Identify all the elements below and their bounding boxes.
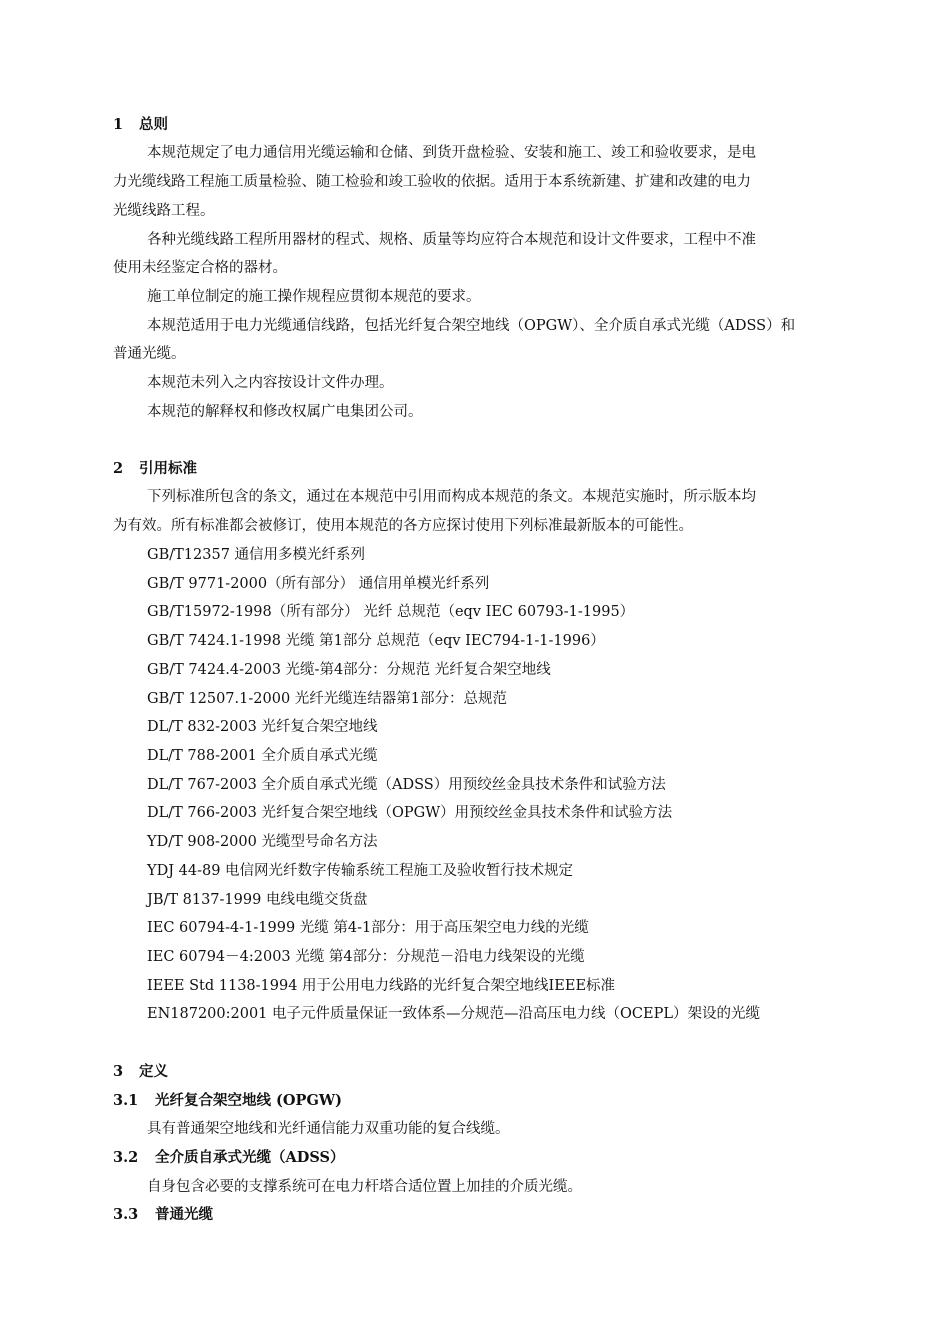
- paragraph-line: 普通光缆。: [113, 346, 186, 362]
- definition-title: 全介质自承式光缆（ADSS）: [155, 1149, 345, 1166]
- section-title: 总则: [139, 116, 168, 133]
- section-title: 定义: [139, 1063, 168, 1080]
- definition-text: 自身包含必要的支撑系统可在电力杆塔合适位置上加挂的介质光缆。: [147, 1179, 582, 1195]
- standard-item: GB/T 12507.1-2000 光纤光缆连结器第1部分：总规范: [147, 691, 507, 707]
- paragraph-line: 施工单位制定的施工操作规程应贯彻本规范的要求。: [147, 289, 481, 305]
- paragraph-line: 本规范的解释权和修改权属广电集团公司。: [147, 404, 423, 420]
- definition-heading: [113, 1091, 342, 1111]
- definition-text: 具有普通架空地线和光纤通信能力双重功能的复合线缆。: [147, 1121, 510, 1137]
- standard-item: YDJ 44-89 电信网光纤数字传输系统工程施工及验收暂行技术规定: [147, 863, 574, 879]
- section-number: 3: [113, 1063, 124, 1080]
- section-title: 引用标准: [139, 460, 197, 477]
- standard-item: JB/T 8137-1999 电线电缆交货盘: [147, 892, 368, 908]
- standard-item: IEEE Std 1138-1994 用于公用电力线路的光纤复合架空地线IEEE标准: [147, 978, 616, 994]
- paragraph-line: 本规范适用于电力光缆通信线路，包括光纤复合架空地线（OPGW）、全介质自承式光缆（ADSS）和: [147, 318, 796, 334]
- standard-item: GB/T12357 通信用多模光纤系列: [147, 547, 366, 563]
- paragraph-line: 光缆线路工程。: [113, 203, 215, 219]
- standard-item: IEC 60794-4-1-1999 光缆 第4-1部分：用于高压架空电力线的光缆: [147, 920, 589, 936]
- section-number: 2: [113, 460, 124, 477]
- standard-item: DL/T 767-2003 全介质自承式光缆（ADSS）用预绞丝金具技术条件和试验方法: [147, 777, 666, 793]
- standard-item: GB/T 7424.4-2003 光缆-第4部分：分规范 光纤复合架空地线: [147, 662, 551, 678]
- standard-item: GB/T15972-1998（所有部分） 光纤 总规范（eqv IEC 60793-1-1995）: [147, 604, 635, 620]
- paragraph-line: 下列标准所包含的条文，通过在本规范中引用而构成本规范的条文。本规范实施时，所示版本均: [147, 489, 756, 505]
- definition-number: 3.1: [113, 1092, 139, 1109]
- standard-item: GB/T 7424.1-1998 光缆 第1部分 总规范（eqv IEC794-1-1-1996）: [147, 633, 605, 649]
- definition-number: 3.3: [113, 1206, 139, 1223]
- paragraph-line: 各种光缆线路工程所用器材的程式、规格、质量等均应符合本规范和设计文件要求，工程中不准: [147, 232, 756, 248]
- standard-item: DL/T 788-2001 全介质自承式光缆: [147, 748, 378, 764]
- definition-title: 光纤复合架空地线 (OPGW): [155, 1092, 342, 1109]
- standard-item: IEC 60794－4:2003 光缆 第4部分：分规范－沿电力线架设的光缆: [147, 949, 585, 965]
- standard-item: EN187200:2001 电子元件质量保证一致体系—分规范—沿高压电力线（OCEPL）架设的光缆: [147, 1006, 760, 1022]
- standard-item: DL/T 832-2003 光纤复合架空地线: [147, 719, 378, 735]
- section-number: 1: [113, 116, 124, 133]
- standard-item: GB/T 9771-2000（所有部分） 通信用单模光纤系列: [147, 576, 490, 592]
- section-3-heading: [113, 1062, 168, 1082]
- paragraph-line: 本规范未列入之内容按设计文件办理。: [147, 375, 394, 391]
- definition-heading: [113, 1148, 344, 1168]
- definition-heading: [113, 1205, 213, 1225]
- paragraph-line: 力光缆线路工程施工质量检验、随工检验和竣工验收的依据。适用于本系统新建、扩建和改建的电力: [113, 174, 751, 190]
- standard-item: DL/T 766-2003 光纤复合架空地线（OPGW）用预绞丝金具技术条件和试验方法: [147, 805, 673, 821]
- paragraph-line: 为有效。所有标准都会被修订，使用本规范的各方应探讨使用下列标准最新版本的可能性。: [113, 518, 693, 534]
- paragraph-line: 使用未经鉴定合格的器材。: [113, 260, 287, 276]
- paragraph-line: 本规范规定了电力通信用光缆运输和仓储、到货开盘检验、安装和施工、竣工和验收要求，是电: [147, 145, 756, 161]
- definition-number: 3.2: [113, 1149, 139, 1166]
- standard-item: YD/T 908-2000 光缆型号命名方法: [147, 834, 378, 850]
- section-2-heading: [113, 459, 197, 479]
- section-1-heading: [113, 115, 168, 135]
- definition-title: 普通光缆: [155, 1206, 213, 1223]
